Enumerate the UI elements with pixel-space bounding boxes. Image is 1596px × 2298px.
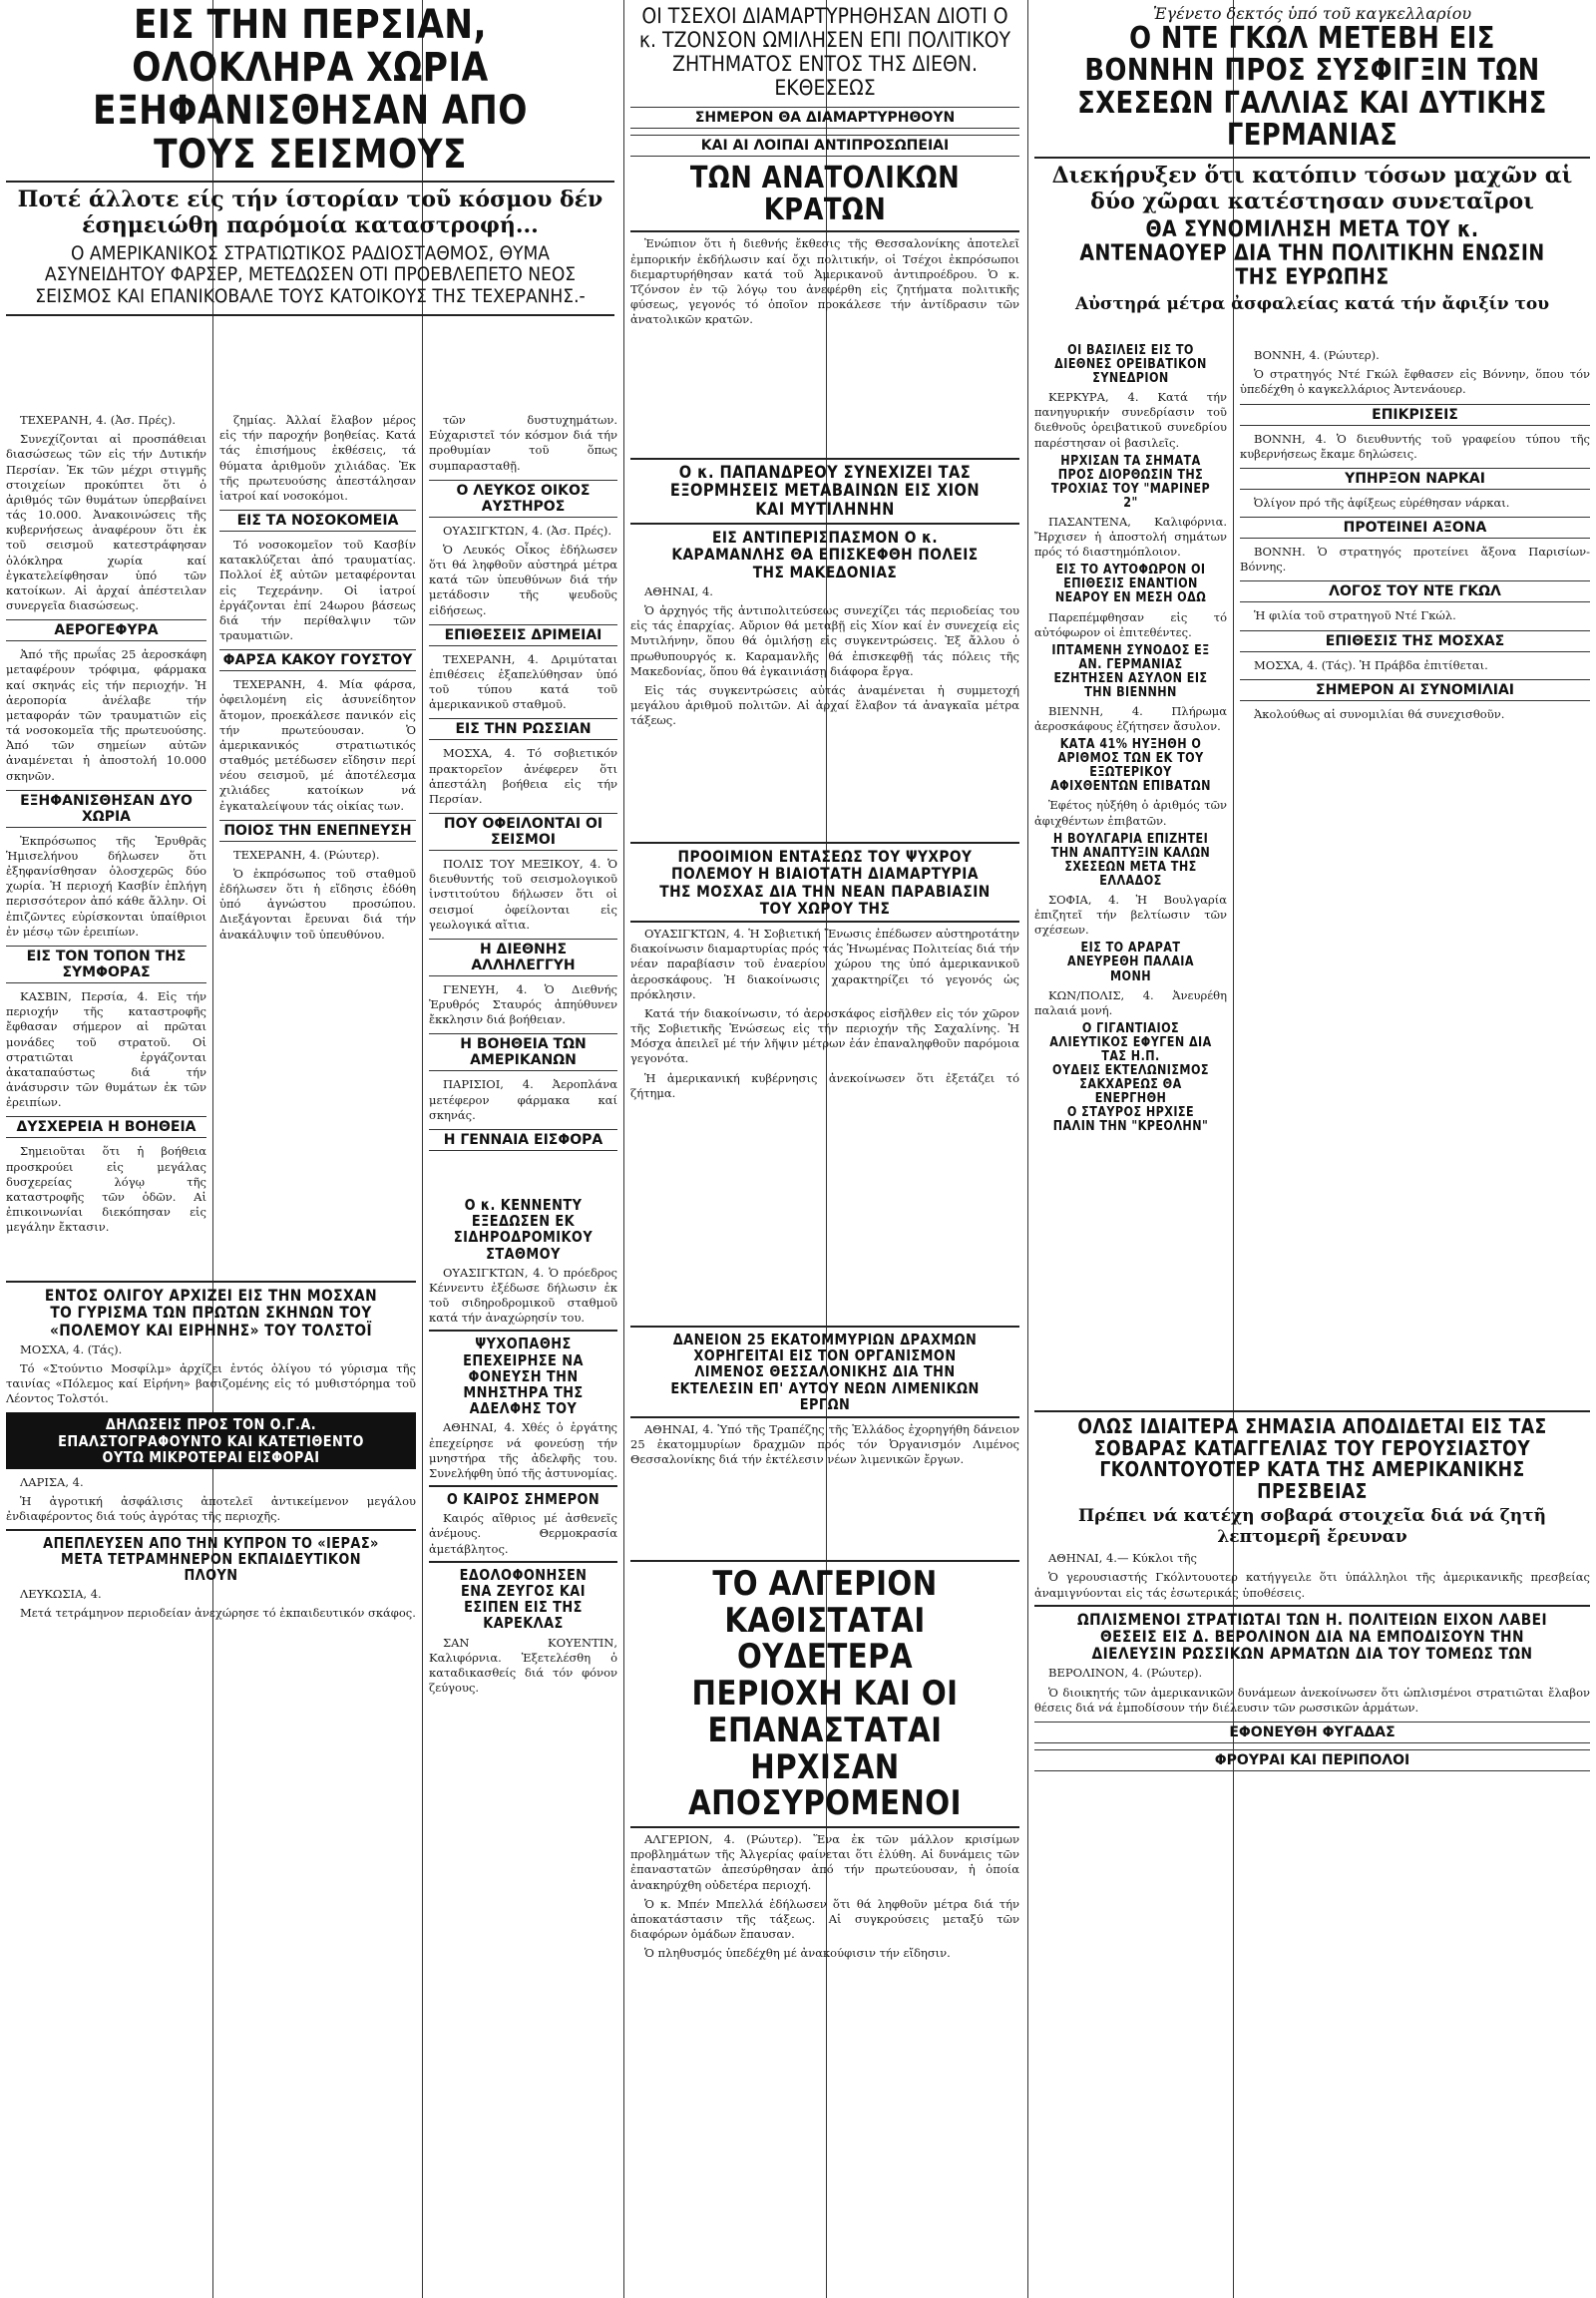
divider [6, 181, 614, 183]
dateline: ΤΕΧΕΡΑΝΗ, 4. (Ρώυτερ). [233, 847, 380, 862]
dateline: ΑΘΗΝΑΙ, 4. [644, 583, 713, 598]
divider [1034, 1605, 1590, 1607]
persia-headline: ΕΙΣ ΤΗΝ ΠΕΡΣΙΑΝ, ΟΛΟΚΛΗΡΑ ΧΩΡΙΑ ΕΞΗΦΑΝΙΣΘΗΣΑΝ ΑΠΟ ΤΟΥΣ ΣΕΙΣΜΟΥΣ [93, 2, 528, 178]
body-text: ΜΟΣΧΑ, 4. Τό σοβιετικόν πρακτορεῖον ἀνέφερεν ὅτι ἀπεστάλη βοήθεια εἰς τήν Περσίαν. [429, 746, 617, 806]
body-text: Ὁ Λευκός Οἶκος ἐδήλωσεν ὅτι θά ληφθοῦν αὐστηρά μέτρα κατά τῶν ὑπευθύνων διά τήν μετάδοσιν τῆς ψευδοῦς εἰδήσεως. [429, 542, 617, 617]
section-heading: ΙΠΤΑΜΕΝΗ ΣΥΝΟΔΟΣ ΕΞ ΑΝ. ΓΕΡΜΑΝΙΑΣ ΕΖΗΤΗΣΕΝ ΑΣΥΛΟΝ ΕΙΣ ΤΗΝ ΒΙΕΝΝΗΝ [1051, 642, 1210, 700]
divider [630, 230, 1019, 232]
body-text: Συνεχίζονται αἱ προσπάθειαι διασώσεως τῶν εἰς τήν Δυτικήν Περσίαν. Ἐκ τῶν μέχρι στιγμῆς στοιχείων προκύπτει ὅτι ὁ ἀριθμός τῶν θυμάτων ὑπερβαίνει τάς 10.000. Ἀνακοινώσεις τῆς κυβερνήσεως ἀναφέρουν ὅτι ἐκ τοῦ σεισμοῦ κατεστράφησαν ὁλόκληρα χωρία καί ἐγκατελείφθησαν ὑπό τῶν κατοίκων. Αἱ ἀρχαί ἀπέστειλαν συνεργεῖα διασώσεως. [6, 432, 206, 613]
body-text: ΒΟΝΝΗ, 4. Ὁ διευθυντής τοῦ γραφείου τύπου τῆς κυβερνήσεως ἔκαμε δηλώσεις. [1240, 431, 1590, 461]
body-text: ΑΛΓΕΡΙΟΝ, 4. (Ρώυτερ). Ἕνα ἐκ τῶν μάλλον κρισίμων προβλημάτων τῆς Ἀλγερίας φαίνεται ὅτι ἐλύθη. Αἱ δυνάμεις τῶν ἐπαναστατῶν ἀπεσύρθησαν ἀπό τήν πρωτεύουσαν, ἡ ὁποία ἀνακηρύχθη οὐδετέρα περιοχή. [630, 1832, 1019, 1892]
divider [429, 1485, 617, 1487]
degaulle-deck: ΘΑ ΣΥΝΟΜΙΛΗΣΗ ΜΕΤΑ ΤΟΥ κ. ΑΝΤΕΝΑΟΥΕΡ ΔΙΑ ΤΗΝ ΠΟΛΙΤΙΚΗΝ ΕΝΩΣΙΝ ΤΗΣ ΕΥΡΩΠΗΣ [1079, 217, 1545, 290]
body-text: ΟΥΑΣΙΓΚΤΩΝ, 4. Ἡ Σοβιετική Ἕνωσις ἐπέδωσεν αὐστηροτάτην διακοίνωσιν διαμαρτυρίας πρός τάς Ἡνωμένας Πολιτείας διά τήν νέαν παραβίασιν τοῦ ἐναερίου χώρου της ὑπό ἀμερικανικοῦ ἀεροσκάφους. Ἡ διακοίνωσις χαρακτηρίζει τό γεγονός ὡς πρόκλησιν. [630, 927, 1019, 1001]
czech-headline: ΟΙ ΤΣΕΧΟΙ ΔΙΑΜΑΡΤΥΡΗΘΗΣΑΝ ΔΙΟΤΙ Ο κ. ΤΖΟΝΣΟΝ ΩΜΙΛΗΣΕΝ ΕΠΙ ΠΟΛΙΤΙΚΟΥ ΖΗΤΗΜΑΤΟΣ ΕΝΤΟΣ ΤΗΣ ΔΙΕΘΝ. ΕΚΘΕΣΕΩΣ [638, 4, 1011, 101]
body-text: ΚΕΡΚΥΡΑ, 4. Κατά τήν πανηγυρικήν συνεδρίασιν τοῦ διεθνοῦς ὀρειβατικοῦ συνεδρίου παρέστησαν οἱ βασιλεῖς. [1034, 390, 1227, 450]
dateline: ΛΑΡΙΣΑ, 4. [20, 1475, 84, 1490]
dateline: ΜΟΣΧΑ, 4. (Τάς). [20, 1341, 123, 1356]
divider [630, 1416, 1019, 1418]
body-text: ΠΑΣΑΝΤΕΝΑ, Καλιφόρνια. Ἤρχισεν ἡ ἀποστολή σημάτων πρός τό διαστημόπλοιον. [1034, 514, 1227, 560]
section-heading: Η ΒΟΗΘΕΙΑ ΤΩΝ ΑΜΕΡΙΚΑΝΩΝ [429, 1033, 617, 1071]
section-heading: ΠΡΟΤΕΙΝΕΙ ΑΞΟΝΑ [1240, 517, 1590, 539]
body-text: ΚΑΣΒΙΝ, Περσία, 4. Εἰς τήν περιοχήν τῆς καταστροφῆς ἔφθασαν σήμερον αἱ πρῶται μονάδες τοῦ στρατοῦ. Οἱ στρατιῶται ἐργάζονται ἀκαταπαύστως διά τήν ἀνάσυρσιν τῶν θυμάτων ἐκ τῶν ἐρειπίων. [6, 988, 206, 1110]
divider [630, 1326, 1019, 1328]
papandreou-article [624, 454, 1025, 833]
body-text: ΟΥΑΣΙΓΚΤΩΝ, 4. Ὁ πρόεδρος Κέννεντυ ἐξέδωσε δήλωσιν ἐκ τοῦ σιδηροδρομικοῦ σταθμοῦ κατά τήν ἀναχώρησίν του. [429, 1265, 617, 1326]
section-heading: ΠΟΥ ΟΦΕΙΛΟΝΤΑΙ ΟΙ ΣΕΙΣΜΟΙ [429, 813, 617, 851]
section-heading: ΕΠΙΚΡΙΣΕΙΣ [1240, 404, 1590, 426]
section-heading: ΕΞΗΦΑΝΙΣΘΗΣΑΝ ΔΥΟ ΧΩΡΙΑ [6, 790, 206, 828]
column-3-lower [423, 1197, 623, 2298]
degaulle-banner: Ἐγένετο δεκτός ὑπό τοῦ καγκελλαρίου [1152, 4, 1472, 23]
section-heading: ΦΑΡΣΑ ΚΑΚΟΥ ΓΟΥΣΤΟΥ [219, 649, 416, 671]
section-heading: ΕΠΙΘΕΣΕΙΣ ΔΡΙΜΕΙΑΙ [429, 624, 617, 646]
degaulle-subdeck: Αὐστηρά μέτρα ἀσφαλείας κατά τήν ἄφιξίν του [1074, 293, 1550, 314]
body-text: Παρεπέμφθησαν εἰς τό αὐτόφωρον οἱ ἐπιτεθέντες. [1034, 609, 1227, 639]
karamanlis-sub: ΕΙΣ ΑΝΤΙΠΕΡΙΣΠΑΣΜΟΝ Ο κ. ΚΑΡΑΜΑΝΛΗΣ ΘΑ ΕΠΙΣΚΕΦΘΗ ΠΟΛΕΙΣ ΤΗΣ ΜΑΚΕΔΟΝΙΑΣ [671, 528, 979, 581]
section-heading: ΕΙΣ ΤΟΝ ΤΟΠΟΝ ΤΗΣ ΣΥΜΦΟΡΑΣ [6, 946, 206, 983]
body-text: Τό «Στούντιο Μοσφίλμ» ἀρχίζει ἐντός ὀλίγου τό γύρισμα τῆς ταινίας «Πόλεμος καί Εἰρήνη» βασιζομένης εἰς τό μυθιστόρημα τοῦ Λέοντος Τολστόι. [6, 1360, 416, 1406]
czech-deck: ΤΩΝ ΑΝΑΤΟΛΙΚΩΝ ΚΡΑΤΩΝ [689, 160, 961, 227]
section-heading: Η ΔΙΕΘΝΗΣ ΑΛΛΗΛΕΓΓΥΗ [429, 939, 617, 976]
czech-article [624, 0, 1025, 419]
divider [429, 1561, 617, 1563]
body-text: ΤΕΧΕΡΑΝΗ, 4. Δριμύταται ἐπιθέσεις ἐξαπελύθησαν ὑπό τοῦ τύπου κατά τοῦ ἀμερικανικοῦ σταθμοῦ. [429, 651, 617, 712]
divider [630, 458, 1019, 460]
czech-kicker: ΣΗΜΕΡΟΝ ΘΑ ΔΙΑΜΑΡΤΥΡΗΘΟΥΝ [630, 107, 1019, 129]
body-text: Ὁ γερουσιαστής Γκόλντουοτερ κατήγγειλε ὅτι ὑπάλληλοι τῆς ἀμερικανικῆς πρεσβείας ἀναμιγνύονται εἰς τάς ἐσωτερικάς ὑποθέσεις. [1034, 1570, 1590, 1600]
body-text: Ὁ στρατηγός Ντέ Γκώλ ἔφθασεν εἰς Βόννην, ὅπου τόν ὑπεδέχθη ὁ καγκελλάριος Ἀντενάουερ. [1240, 367, 1590, 397]
body-text: Ἡ ἀμερικανική κυβέρνησις ἀνεκοίνωσεν ὅτι ἐξετάζει τό ζήτημα. [630, 1070, 1019, 1100]
algeria-article [624, 1556, 1025, 2298]
section-heading: ΠΟΙΟΣ ΤΗΝ ΕΝΕΠΝΕΥΣΗ [219, 820, 416, 842]
body-text: Ὀλίγον πρό τῆς ἀφίξεως εὑρέθησαν νάρκαι. [1254, 495, 1510, 510]
section-heading: ΕΦΟΝΕΥΘΗ ΦΥΓΑΔΑΣ [1034, 1722, 1590, 1743]
degaulle-article [1028, 0, 1596, 339]
section-heading: ΛΟΓΟΣ ΤΟΥ ΝΤΕ ΓΚΩΛ [1240, 580, 1590, 602]
loan-article [624, 1322, 1025, 1551]
divider [1034, 1410, 1590, 1412]
body-text: ΣΟΦΙΑ, 4. Ἡ Βουλγαρία ἐπιζητεῖ τήν βελτίωσιν τῶν σχέσεων. [1034, 892, 1227, 938]
section-heading: ΕΙΣ ΤΗΝ ΡΩΣΣΙΑΝ [429, 718, 617, 740]
section-heading: ΔΥΣΧΕΡΕΙΑ Η ΒΟΗΘΕΙΑ [6, 1116, 206, 1138]
body-text: Κατά τήν διακοίνωσιν, τό ἀεροσκάφος εἰσῆλθεν εἰς τόν χῶρον τῆς Σοβιετικῆς Ἑνώσεως εἰς τήν περιοχήν τῆς Σαχαλίνης. Ἡ Μόσχα ἀπειλεῖ μέ τήν λῆψιν μέτρων ἐάν ἐπαναληφθοῦν παρόμοια γεγονότα. [630, 1005, 1019, 1066]
loan-headline: ΔΑΝΕΙΟΝ 25 ΕΚΑΤΟΜΜΥΡΙΩΝ ΔΡΑΧΜΩΝ ΧΟΡΗΓΕΙΤΑΙ ΕΙΣ ΤΟΝ ΟΡΓΑΝΙΣΜΟΝ ΛΙΜΕΝΟΣ ΘΕΣΣΑΛΟΝΙΚΗΣ ΔΙΑ ΤΗΝ ΕΚΤΕΛΕΣΙΝ ΕΠ' ΑΥΤΟΥ ΝΕΩΝ ΛΙΜΕΝΙΚΩΝ ΕΡΓΩΝ [670, 1331, 980, 1413]
body-text: Ἀκολούθως αἱ συνομιλίαι θά συνεχισθοῦν. [1254, 706, 1505, 721]
divider [630, 523, 1019, 525]
dateline: ΑΘΗΝΑΙ, 4.— Κύκλοι τῆς [1048, 1551, 1197, 1566]
section-heading: ΣΗΜΕΡΟΝ ΑΙ ΣΥΝΟΜΙΛΙΑΙ [1240, 679, 1590, 701]
papandreou-headline: Ο κ. ΠΑΠΑΝΔΡΕΟΥ ΣΥΝΕΧΙΖΕΙ ΤΑΣ ΕΞΟΡΜΗΣΕΙΣ ΜΕΤΑΒΑΙΝΩΝ ΕΙΣ ΧΙΟΝ ΚΑΙ ΜΥΤΙΛΗΝΗΝ [669, 463, 981, 520]
section-heading: Η ΒΟΥΛΓΑΡΙΑ ΕΠΙΖΗΤΕΙ ΤΗΝ ΑΝΑΠΤΥΞΙΝ ΚΑΛΩΝ ΣΧΕΣΕΩΝ ΜΕΤΑ ΤΗΣ ΕΛΛΑΔΟΣ [1050, 831, 1211, 889]
body-text: Ὁ διοικητής τῶν ἀμερικανικῶν δυνάμεων ἀνεκοίνωσεν ὅτι ὡπλισμένοι στρατιῶται ἔλαβον θέσεις διά νά ἐμποδίσουν τήν διέλευσιν τῶν ρωσσικῶν ἁρμάτων. [1034, 1685, 1590, 1715]
algeria-headline: ΤΟ ΑΛΓΕΡΙΟΝ ΚΑΘΙΣΤΑΤΑΙ ΟΥΔΕΤΕΡΑ ΠΕΡΙΟΧΗ ΚΑΙ ΟΙ ΕΠΑΝΑΣΤΑΤΑΙ ΗΡΧΙΣΑΝ ΑΠΟΣΥΡΟΜΕΝΟΙ [688, 1564, 962, 1824]
body-text: ΓΕΝΕΥΗ, 4. Ὁ Διεθνής Ἐρυθρός Σταυρός ἀπηύθυνεν ἔκκλησιν διά βοήθειαν. [429, 981, 617, 1027]
degaulle-subhead: Διεκήρυξεν ὅτι κατόπιν τόσων μαχῶν αἱ δύο χῶραι κατέστησαν συνεταῖροι [1051, 162, 1573, 214]
body-text: ΒΙΕΝΝΗ, 4. Πλήρωμα ἀεροσκάφους ἐζήτησεν ἄσυλον. [1034, 703, 1227, 734]
section-heading: ΚΑΤΑ 41% ΗΥΞΗΘΗ Ο ΑΡΙΘΜΟΣ ΤΩΝ ΕΚ ΤΟΥ ΕΞΩΤΕΡΙΚΟΥ ΑΦΙΧΘΕΝΤΩΝ ΕΠΙΒΑΤΩΝ [1050, 737, 1211, 795]
divider [429, 1330, 617, 1332]
section-heading: ΟΥΔΕΙΣ ΕΚΤΕΛΩΝΙΣΜΟΣ ΣΑΚΧΑΡΕΩΣ ΘΑ ΕΝΕΡΓΗΘΗ [1052, 1062, 1209, 1107]
section-heading: ΥΠΗΡΞΟΝ ΝΑΡΚΑΙ [1240, 468, 1590, 490]
divider [1034, 157, 1590, 159]
cold-war-headline: ΠΡΟΟΙΜΙΟΝ ΕΝΤΑΣΕΩΣ ΤΟΥ ΨΥΧΡΟΥ ΠΟΛΕΜΟΥ Η ΒΙΑΙΟΤΑΤΗ ΔΙΑΜΑΡΤΥΡΙΑ ΤΗΣ ΜΟΣΧΑΣ ΔΙΑ ΤΗΝ ΝΕΑΝ ΠΑΡΑΒΙΑΣΙΝ ΤΟΥ ΧΩΡΟΥ ΤΗΣ [659, 847, 991, 918]
body-text: Ἀπό τῆς πρωΐας 25 ἀεροσκάφη μεταφέρουν τρόφιμα, φάρμακα καί σκηνάς εἰς τήν περιοχήν. Ἡ ἀεροπορία ἀνέλαβε τήν μεταφοράν τῶν τραυματιῶν εἰς τά νοσοκομεῖα τῆς πρωτευούσης. Ἀπό τῶν σημείων αὐτῶν ἀναμένεται ἡ ἀποστολή 10.000 σκηνῶν. [6, 647, 206, 783]
kennedy-headline: Ο κ. ΚΕΝΝΕΝΤΥ ΕΞΕΔΩΣΕΝ ΕΚ ΣΙΔΗΡΟΔΡΟΜΙΚΟΥ ΣΤΑΘΜΟΥ [453, 1196, 594, 1263]
body-text: Ὁ ἐκπρόσωπος τοῦ σταθμοῦ ἐδήλωσεν ὅτι ἡ εἴδησις ἐδόθη ὑπό ἀγνώστου προσώπου. Διεξάγονται ἔρευναι διά τήν ἀνακάλυψιν τοῦ ὑπευθύνου. [219, 866, 416, 942]
body-text: Ἐκπρόσωπος τῆς Ἐρυθρᾶς Ἡμισελήνου δήλωσεν ὅτι ἐξηφανίσθησαν ὁλοσχερῶς δύο χωρία. Ἡ περιοχή Κασβίν ἐπλήγη περισσότερον ἀπό κάθε ἄλλην. Οἱ ἐπιζῶντες εὑρίσκονται ὑπαίθριοι ἐν μέσῳ τῶν ἐρειπίων. [6, 833, 206, 939]
section-heading: ΦΡΟΥΡΑΙ ΚΑΙ ΠΕΡΙΠΟΛΟΙ [1034, 1749, 1590, 1771]
section-heading: Ο ΣΤΑΥΡΟΣ ΗΡΧΙΣΕ ΠΑΛΙΝ ΤΗΝ "ΚΡΕΟΛΗΝ" [1052, 1105, 1209, 1135]
column-7 [1028, 344, 1233, 1401]
body-text: ΠΟΛΙΣ ΤΟΥ ΜΕΞΙΚΟΥ, 4. Ὁ διευθυντής τοῦ σεισμολογικοῦ ἰνστιτούτου δήλωσεν ὅτι οἱ σεισμοί ὀφείλονται εἰς γεωλογικά αἴτια. [429, 857, 617, 932]
column-8 [1234, 344, 1596, 1401]
body-text: Ἐνώπιον ὅτι ἡ διεθνής ἔκθεσις τῆς Θεσσαλονίκης ἀποτελεῖ ἐμπορικήν ἐκδήλωσιν καί ὄχι πολιτικήν, οἱ Τσέχοι ἐκπρόσωποι διεμαρτυρήθησαν κατά τοῦ Ἀμερικανοῦ ἀντιπροέδρου. Ὁ κ. Τζόνσον ἐν τῷ λόγῳ του ἀνεφέρθη εἰς ζητήματα πολιτικῆς φύσεως, γεγονός τό ὁποῖον προκάλεσε τήν ἀντίδρασιν τῶν ἀνατολικῶν κρατῶν. [630, 236, 1019, 327]
bottom-left [0, 1277, 422, 2298]
section-heading: Ο ΓΙΓΑΝΤΙΑΙΟΣ ΑΛΙΕΥΤΙΚΟΣ ΕΦΥΓΕΝ ΔΙΑ ΤΑΣ Η.Π. [1049, 1020, 1212, 1064]
bottom-right [1028, 1406, 1596, 2298]
body-text: ΣΑΝ ΚΟΥΕΝΤΙΝ, Καλιφόρνια. Ἐξετελέσθη ὁ καταδικασθείς διά τόν φόνον ζεύγους. [429, 1635, 617, 1696]
czech-kicker: ΚΑΙ ΑΙ ΛΟΙΠΑΙ ΑΝΤΙΠΡΟΣΩΠΕΙΑΙ [630, 135, 1019, 157]
section-heading: ΗΡΧΙΣΑΝ ΤΑ ΣΗΜΑΤΑ ΠΡΟΣ ΔΙΟΡΘΩΣΙΝ ΤΗΣ ΤΡΟΧΙΑΣ ΤΟΥ "ΜΑΡΙΝΕΡ 2" [1050, 453, 1211, 511]
couple-headline: ΕΔΟΛΟΦΟΝΗΣΕΝ ΕΝΑ ΖΕΥΓΟΣ ΚΑΙ ΕΣΙΠΕΝ ΕΙΣ ΤΗΣ ΚΑΡΕΚΛΑΣ [459, 1565, 588, 1633]
tolstoy-headline: ΕΝΤΟΣ ΟΛΙΓΟΥ ΑΡΧΙΖΕΙ ΕΙΣ ΤΗΝ ΜΟΣΧΑΝ ΤΟ ΓΥΡΙΣΜΑ ΤΩΝ ΠΡΩΤΩΝ ΣΚΗΝΩΝ ΤΟΥ «ΠΟΛΕΜΟΥ ΚΑΙ ΕΙΡΗΝΗΣ» ΤΟΥ ΤΟΛΣΤΟΪ [44, 1286, 378, 1340]
section-heading: ΟΙ ΒΑΣΙΛΕΙΣ ΕΙΣ ΤΟ ΔΙΕΘΝΕΣ ΟΡΕΙΒΑΤΙΚΟΝ ΣΥΝΕΔΡΙΟΝ [1054, 343, 1207, 387]
body-text: Ἡ φιλία τοῦ στρατηγοῦ Ντέ Γκώλ. [1254, 608, 1456, 623]
persia-deck: Ο ΑΜΕΡΙΚΑΝΙΚΟΣ ΣΤΡΑΤΙΩΤΙΚΟΣ ΡΑΔΙΟΣΤΑΘΜΟΣ, ΘΥΜΑ ΑΣΥΝΕΙΔΗΤΟΥ ΦΑΡΣΕΡ, ΜΕΤΕΔΩΣΕΝ ΟΤΙ ΠΡΟΕΒΛΕΠΕΤΟ ΝΕΟΣ ΣΕΙΣΜΟΣ ΚΑΙ ΕΠΑΝΙΚΟΒΑΛΕ ΤΟΥΣ ΚΑΤΟΙΚΟΥΣ ΤΗΣ ΤΕΧΕΡΑΝΗΣ.- [35, 241, 586, 308]
body-text: ΑΘΗΝΑΙ, 4. Χθές ὁ ἐργάτης ἐπεχείρησε νά φονεύσῃ τήν μνηστήρα τῆς ἀδελφῆς του. Συνελήφθη ὑπό τῆς ἀστυνομίας. [429, 1420, 617, 1480]
psychopath-headline: ΨΥΧΟΠΑΘΗΣ ΕΠΕΧΕΙΡΗΣΕ ΝΑ ΦΟΝΕΥΣΗ ΤΗΝ ΜΝΗΣΤΗΡΑ ΤΗΣ ΑΔΕΛΦΗΣ ΤΟΥ [463, 1335, 584, 1418]
divider [630, 921, 1019, 923]
persia-subhead: Ποτέ άλλοτε είς τήν ίστορίαν τοῦ κόσμου δέν έσημειώθη παρόμοία καταστροφή... [17, 186, 603, 239]
section-heading: ΕΙΣ ΤΟ ΑΡΑΡΑΤ ΑΝΕΥΡΕΘΗ ΠΑΛΑΙΑ ΜΟΝΗ [1067, 941, 1194, 984]
section-heading: ΕΙΣ ΤΟ ΑΥΤΟΦΩΡΟΝ ΟΙ ΕΠΙΘΕΣΙΣ ΕΝΑΝΤΙΟΝ ΝΕΑΡΟΥ ΕΝ ΜΕΣΗ ΟΔΩ [1054, 563, 1207, 606]
berlin-headline: ΩΠΛΙΣΜΕΝΟΙ ΣΤΡΑΤΙΩΤΑΙ ΤΩΝ Η. ΠΟΛΙΤΕΙΩΝ ΕΙΧΟΝ ΛΑΒΕΙ ΘΕΣΕΙΣ ΕΙΣ Δ. ΒΕΡΟΛΙΝΟΝ ΔΙΑ ΝΑ ΕΜΠΟΔΙΣΟΥΝ ΤΗΝ ΔΙΕΛΕΥΣΙΝ ΡΩΣΣΙΚΩΝ ΑΡΜΑΤΩΝ ΔΙΑ ΤΟΥ ΤΟΜΕΩΣ ΤΩΝ [1076, 1609, 1548, 1664]
body-text: ζημίας. Ἀλλαί ἔλαβον μέρος εἰς τήν παροχήν βοηθείας. Κατά τάς ἐπισήμους ἐκθέσεις, τά θύματα ἀριθμοῦν χιλιάδας. Ἐκ τῆς πρωτευούσης ἀπεστάλησαν ἰατροί καί νοσοκόμοι. [219, 413, 416, 503]
dateline: ΛΕΥΚΩΣΙΑ, 4. [20, 1587, 102, 1602]
cyprus-headline: ΑΠΕΠΛΕΥΣΕΝ ΑΠΟ ΤΗΝ ΚΥΠΡΟΝ ΤΟ «ΙΕΡΑΣ» ΜΕΤΑ ΤΕΤΡΑΜΗΝΕΡΟΝ ΕΚΠΑΙΔΕΥΤΙΚΟΝ ΠΛΟΥΝ [43, 1533, 379, 1584]
section-heading: ΕΠΙΘΕΣΙΣ ΤΗΣ ΜΟΣΧΑΣ [1240, 630, 1590, 652]
weather-headline: Ο ΚΑΙΡΟΣ ΣΗΜΕΡΟΝ [446, 1490, 600, 1509]
section-heading: ΕΙΣ ΤΑ ΝΟΣΟΚΟΜΕΙΑ [219, 510, 416, 532]
cold-war-article [624, 838, 1025, 1317]
body-text: ΑΘΗΝΑΙ, 4. Ὑπό τῆς Τραπέζης τῆς Ἑλλάδος ἐχορηγήθη δάνειον 25 ἐκατομμυρίων δραχμῶν πρός τόν Ὀργανισμόν Λιμένος Θεσσαλονίκης διά τήν ἐκτέλεσιν νέων λιμενικῶν ἔργων. [630, 1421, 1019, 1467]
column-2 [213, 409, 422, 1197]
body-text: Καιρός αἴθριος μέ ἀσθενεῖς ἀνέμους. Θερμοκρασία ἀμετάβλητος. [429, 1511, 617, 1556]
column-1 [0, 409, 212, 1235]
divider [630, 1826, 1019, 1828]
body-text: Ὁ κ. Μπέν Μπελλά ἐδήλωσεν ὅτι θά ληφθοῦν μέτρα διά τήν ἀποκατάστασιν τῆς τάξεως. Αἱ συγκρούσεις μεταξύ τῶν διαφόρων ὁμάδων ἔπαυσαν. [630, 1896, 1019, 1942]
oga-headline: ΔΗΛΩΣΕΙΣ ΠΡΟΣ ΤΟΝ Ο.Γ.Α. ΕΠΑΛΣΤΟΓΡΑΦΟΥΝΤΟ ΚΑΙ ΚΑΤΕΤΙΘΕΝΤΟ ΟΥΤΩ ΜΙΚΡΟΤΕΡΑΙ ΕΙΣΦΟΡΑΙ [58, 1415, 364, 1466]
body-text: ΠΑΡΙΣΙΟΙ, 4. Ἀεροπλάνα μετέφερον φάρμακα καί σκηνάς. [429, 1077, 617, 1122]
body-text: ΚΩΝ/ΠΟΛΙΣ, 4. Ἀνευρέθη παλαιά μονή. [1034, 987, 1227, 1017]
degaulle-headline: Ο ΝΤΕ ΓΚΩΛ ΜΕΤΕΒΗ ΕΙΣ ΒΟΝΝΗΝ ΠΡΟΣ ΣΥΣΦΙΓΞΙΝ ΤΩΝ ΣΧΕΣΕΩΝ ΓΑΛΛΙΑΣ ΚΑΙ ΔΥΤΙΚΗΣ ΓΕΡΜΑΝΙΑΣ [1077, 21, 1547, 154]
divider [6, 1529, 416, 1531]
body-text: ΒΟΝΝΗ. Ὁ στρατηγός προτείνει ἄξονα Παρισίων-Βόννης. [1240, 545, 1590, 574]
divider [630, 1560, 1019, 1562]
dateline: ΒΟΝΝΗ, 4. (Ρώυτερ). [1254, 348, 1380, 362]
divider [6, 1281, 416, 1283]
body-text: Ἐφέτος ηὐξήθη ὁ ἀριθμός τῶν ἀφιχθέντων ἐπιβατῶν. [1034, 798, 1227, 828]
body-text: ΜΟΣΧΑ, 4. (Τάς). Ἡ Πράβδα ἐπιτίθεται. [1254, 657, 1488, 672]
body-text: Σημειοῦται ὅτι ἡ βοήθεια προσκρούει εἰς μεγάλας δυσχερείας λόγῳ τῆς καταστροφῆς τῶν ὁδῶν. Αἱ ἐπικοινωνίαι διεκόπησαν εἰς μεγάλην ἔκτασιν. [6, 1144, 206, 1235]
section-heading: ΑΕΡΟΓΕΦΥΡΑ [6, 619, 206, 641]
body-text: ΤΕΧΕΡΑΝΗ, 4. Μία φάρσα, ὀφειλομένη εἰς ἀσυνείδητον ἄτομον, προεκάλεσε πανικόν εἰς τήν πρωτεύουσαν. Ὁ ἀμερικανικός στρατιωτικός σταθμός μετέδωσεν εἴδησιν περί νέου σεισμοῦ, μέ ἀποτέλεσμα χιλιάδες κατοίκων νά ἐγκαταλείψουν τάς οἰκίας των. [219, 677, 416, 813]
divider [6, 314, 614, 316]
body-text: Εἰς τάς συγκεντρώσεις αὐτάς ἀναμένεται ἡ συμμετοχή μεγάλου ἀριθμοῦ πολιτῶν. Αἱ ἀρχαί ἔλαβον τά ἀναγκαῖα μέτρα τάξεως. [630, 682, 1019, 728]
body-text: Τό νοσοκομεῖον τοῦ Κασβίν κατακλύζεται ἀπό τραυματίας. Πολλοί ἐξ αὐτῶν μεταφέρονται εἰς Τεχεράνην. Οἱ ἰατροί ἐργάζονται ἐπί 24ωρου βάσεως διά τήν περίθαλψιν τῶν τραυματιῶν. [219, 538, 416, 643]
body-text: Ὁ ἀρχηγός τῆς ἀντιπολιτεύσεως συνεχίζει τάς περιοδείας του εἰς τάς ἐπαρχίας. Αὔριον θά μεταβῇ εἰς Χίον καί ἐν συνεχείᾳ εἰς Μυτιλήνην, ὅπου θά ὁμιλήσῃ εἰς συγκεντρώσεις. Ἐξ ἄλλου ὁ πρωθυπουργός κ. Καραμανλῆς θά ἐπισκεφθῇ τάς πόλεις τῆς Μακεδονίας, ὅπου θά ἐγκαινιάσῃ διάφορα ἔργα. [630, 603, 1019, 678]
goldwater-headline: ΟΛΩΣ ΙΔΙΑΙΤΕΡΑ ΣΗΜΑΣΙΑ ΑΠΟΔΙΔΕΤΑΙ ΕΙΣ ΤΑΣ ΣΟΒΑΡΑΣ ΚΑΤΑΓΓΕΛΙΑΣ ΤΟΥ ΓΕΡΟΥΣΙΑΣΤΟΥ ΓΚΟΛΝΤΟΥΟΤΕΡ ΚΑΤΑ ΤΗΣ ΑΜΕΡΙΚΑΝΙΚΗΣ ΠΡΕΣΒΕΙΑΣ [1077, 1414, 1547, 1503]
oga-box [6, 1412, 416, 1469]
column-3 [423, 409, 623, 1197]
section-heading: Ο ΛΕΥΚΟΣ ΟΙΚΟΣ ΑΥΣΤΗΡΟΣ [429, 480, 617, 518]
body-text: Ὁ πληθυσμός ὑπεδέχθη μέ ἀνακούφισιν τήν εἴδησιν. [644, 1946, 951, 1961]
body-text: Ἡ ἀγροτική ἀσφάλισις ἀποτελεῖ ἀντικείμενον μεγάλου ἐνδιαφέροντος διά τούς ἀγρότας τῆς περιοχῆς. [6, 1494, 416, 1524]
section-heading: Η ΓΕΝΝΑΙΑ ΕΙΣΦΟΡΑ [429, 1129, 617, 1151]
body-text: Μετά τετράμηνον περιοδείαν ἀνεχώρησε τό ἐκπαιδευτικόν σκάφος. [20, 1606, 416, 1621]
divider [630, 842, 1019, 844]
dateline: ΟΥΑΣΙΓΚΤΩΝ, 4. (Ἀσ. Πρές). [443, 523, 612, 538]
dateline: ΒΕΡΟΛΙΝΟΝ, 4. (Ρώυτερ). [1048, 1666, 1203, 1681]
dateline: ΤΕΧΕΡΑΝΗ, 4. (Ἀσ. Πρές). [20, 413, 177, 427]
goldwater-subhead: Πρέπει νά κατέχη σοβαρά στοιχεῖα διά νά ζητῆ λεπτομερῆ ἔρευναν [1078, 1506, 1546, 1547]
body-text: τῶν δυστυχημάτων. Εὐχαριστεῖ τόν κόσμον διά τήν προθυμίαν τοῦ ὅπως συμπαρασταθῇ. [429, 413, 617, 473]
